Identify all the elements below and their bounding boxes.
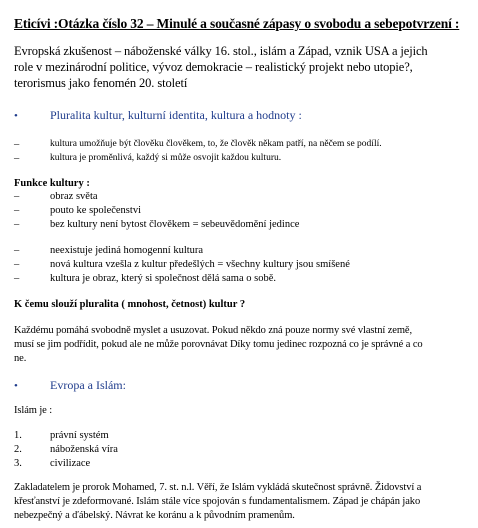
dash-marker: – — [14, 205, 20, 216]
islam-text-line-1: Zakladatelem je prorok Mohamed, 7. st. n.l. Věří, že Islám vykládá skutečnost správně. Židovství a — [14, 482, 422, 493]
list-item: neexistuje jediná homogenní kultura — [50, 245, 204, 256]
list-number: 3. — [14, 458, 22, 469]
intro-line-3: terorismus jako fenomén 20. století — [14, 76, 188, 90]
dash-marker: – — [14, 153, 20, 164]
bullet-icon: • — [14, 380, 18, 392]
list-item: kultura umožňuje být člověku člověkem, to, že člověk někam patří, na něčem se podílí. — [50, 139, 382, 149]
list-item: právní systém — [50, 430, 109, 441]
list-item: kultura je proměnlivá, každý si může osvojit každou kulturu. — [50, 153, 282, 163]
list-item: kultura je obraz, který si společnost dělá sama o sobě. — [50, 273, 276, 284]
pluralita-text-line-2: musí se jim podřídit, pokud ale ne může porovnávat Díky tomu jedinec rozpozná co je správné a co — [14, 339, 423, 350]
list-item: pouto ke společenstvi — [50, 205, 141, 216]
list-number: 2. — [14, 444, 22, 455]
dash-marker: – — [14, 259, 20, 270]
pluralita-heading: K čemu slouží pluralita ( mnohost, četnost) kultur ? — [14, 299, 246, 310]
dash-marker: – — [14, 191, 20, 202]
list-item: obraz světa — [50, 191, 98, 202]
islam-text-line-2: křesťanství je zdeformované. Islám stále více spojován s fundamentalismem. Západ je chápán jako — [14, 496, 421, 507]
intro-line-2: role v mezinárodní politice, vývoz demokracie – realistický projekt nebo utopie?, — [14, 60, 413, 74]
pluralita-text-line-3: ne. — [14, 353, 27, 364]
list-number: 1. — [14, 430, 22, 441]
list-item: nová kultura vzešla z kultur předešlých = všechny kultury jsou smíšené — [50, 259, 350, 270]
list-item: civilizace — [50, 458, 91, 469]
intro-line-1: Evropská zkušenost – náboženské války 16. stol., islám a Západ, vznik USA a jejich — [14, 44, 428, 58]
dash-marker: – — [14, 273, 20, 284]
pluralita-text-line-1: Každému pomáhá svobodně myslet a usuzovat. Pokud někdo zná pouze normy své vlastní země, — [14, 325, 412, 336]
islam-text-line-3: nebezpečný a ďábelský. Návrat ke koránu a k původním pramenům. — [14, 510, 295, 521]
page-title: Eticívi :Otázka číslo 32 – Minulé a současné zápasy o svobodu a sebepotvrzení : — [14, 16, 460, 31]
section-heading-pluralita: Pluralita kultur, kulturní identita, kultura a hodnoty : — [50, 108, 302, 122]
bullet-icon: • — [14, 110, 18, 122]
section-heading-evropa-islam: Evropa a Islám: — [50, 378, 126, 392]
list-item: bez kultury není bytost člověkem = sebeuvědomění jedince — [50, 219, 300, 230]
dash-marker: – — [14, 219, 20, 230]
dash-marker: – — [14, 245, 20, 256]
islam-lead: Islám je : — [14, 405, 53, 416]
dash-marker: – — [14, 139, 20, 150]
list-item: náboženská víra — [50, 444, 118, 455]
functions-heading: Funkce kultury : — [14, 178, 90, 189]
